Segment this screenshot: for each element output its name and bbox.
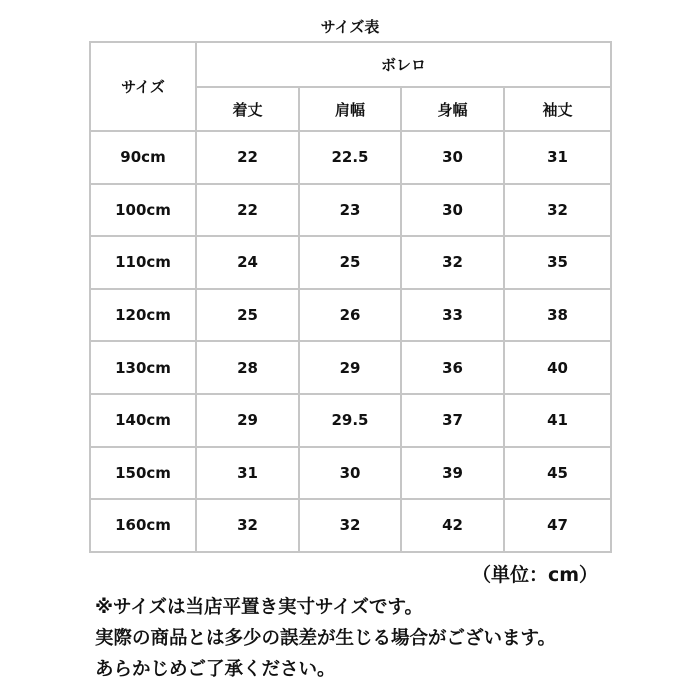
value-cell: 38 (504, 289, 611, 342)
unit-label: （単位：cm） (471, 564, 598, 586)
value-cell: 35 (504, 236, 611, 289)
value-cell: 24 (196, 236, 299, 289)
group-header: ボレロ (196, 42, 611, 87)
column-header: 袖丈 (504, 87, 611, 131)
table-row (90, 394, 611, 447)
column-header: 身幅 (401, 87, 504, 131)
note-line: あらかじめご了承ください。 (95, 659, 336, 680)
value-cell: 28 (196, 341, 299, 394)
size-cell: 100cm (90, 184, 196, 237)
column-header: 肩幅 (299, 87, 401, 131)
value-cell: 32 (299, 499, 401, 552)
value-cell: 22.5 (299, 131, 401, 184)
value-cell: 29.5 (299, 394, 401, 447)
table-row (90, 236, 611, 289)
value-cell: 30 (401, 131, 504, 184)
size-cell: 150cm (90, 447, 196, 500)
value-cell: 31 (504, 131, 611, 184)
column-header: 着丈 (196, 87, 299, 131)
table-row (90, 447, 611, 500)
note-line: 実際の商品とは多少の誤差が生じる場合がございます。 (95, 628, 557, 649)
value-cell: 31 (196, 447, 299, 500)
value-cell: 30 (401, 184, 504, 237)
value-cell: 32 (196, 499, 299, 552)
size-cell: 120cm (90, 289, 196, 342)
value-cell: 45 (504, 447, 611, 500)
size-cell: 90cm (90, 131, 196, 184)
header-row (90, 42, 611, 87)
size-cell: 110cm (90, 236, 196, 289)
value-cell: 42 (401, 499, 504, 552)
value-cell: 32 (401, 236, 504, 289)
table-row (90, 341, 611, 394)
page-title: サイズ表 (320, 18, 380, 36)
size-header: サイズ (90, 42, 196, 131)
table-row (90, 184, 611, 237)
size-cell: 140cm (90, 394, 196, 447)
value-cell: 22 (196, 184, 299, 237)
value-cell: 36 (401, 341, 504, 394)
size-cell: 130cm (90, 341, 196, 394)
size-cell: 160cm (90, 499, 196, 552)
value-cell: 29 (196, 394, 299, 447)
value-cell: 30 (299, 447, 401, 500)
value-cell: 22 (196, 131, 299, 184)
value-cell: 23 (299, 184, 401, 237)
value-cell: 37 (401, 394, 504, 447)
note-line: ※サイズは当店平置き実寸サイズです。 (95, 597, 424, 618)
value-cell: 41 (504, 394, 611, 447)
notes (95, 592, 556, 685)
size-table (89, 41, 612, 553)
value-cell: 40 (504, 341, 611, 394)
value-cell: 25 (196, 289, 299, 342)
value-cell: 33 (401, 289, 504, 342)
table-row (90, 131, 611, 184)
value-cell: 47 (504, 499, 611, 552)
value-cell: 39 (401, 447, 504, 500)
table-row (90, 499, 611, 552)
value-cell: 25 (299, 236, 401, 289)
value-cell: 32 (504, 184, 611, 237)
value-cell: 29 (299, 341, 401, 394)
value-cell: 26 (299, 289, 401, 342)
table-row (90, 289, 611, 342)
